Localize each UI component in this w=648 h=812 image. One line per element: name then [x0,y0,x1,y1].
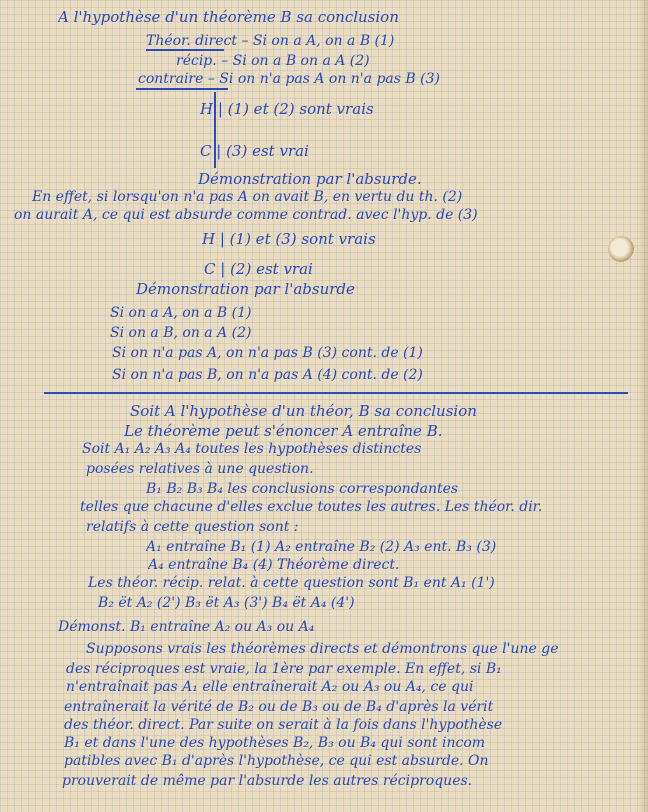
text-line: des théor. direct. Par suite on serait à la fois dans l'hypothèse [64,717,503,733]
text-line: Si on a B, on a A (2) [110,325,252,341]
text-line: B₁ B₂ B₃ B₄ les conclusions correspondantes [146,481,459,497]
text-line: Soit A l'hypothèse d'un théor, B sa conclusion [130,402,477,420]
text-line: telles que chacune d'elles exclue toutes les autres. Les théor. dir. [80,499,543,515]
text-line: Théor. direct – Si on a A, on a B (1) [146,33,395,49]
text-line: on aurait A, ce qui est absurde comme contrad. avec l'hyp. de (3) [14,207,478,223]
section-divider [44,392,628,394]
section-heading: Démonstration par l'absurde [136,280,355,298]
text-line: patibles avec B₁ d'après l'hypothèse, ce qui est absurde. On [64,753,489,769]
text-line: entraînerait la vérité de B₂ ou de B₃ ou de B₄ d'après la vérit [64,699,494,715]
text-line: H | (1) et (2) sont vrais [200,100,374,118]
text-line: B₁ et dans l'une des hypothèses B₂, B₃ ou B₄ qui sont incom [64,735,486,751]
text-line: Le théorème peut s'énoncer A entraîne B. [124,422,443,440]
text-line: H | (1) et (3) sont vrais [202,230,376,248]
underline [146,49,224,51]
text-line: C | (3) est vrai [200,142,309,160]
text-line: Soit A₁ A₂ A₃ A₄ toutes les hypothèses distinctes [82,441,422,457]
text-line: Supposons vrais les théorèmes directs et démontrons que l'une ge [86,641,559,657]
text-line: Les théor. récip. relat. à cette question sont B₁ ent A₁ (1') [88,575,495,591]
text-line: A₁ entraîne B₁ (1) A₂ entraîne B₂ (2) A₃ ent. B₃ (3) [146,539,497,555]
text-line: B₂ ët A₂ (2') B₃ ët A₃ (3') B₄ ët A₄ (4') [98,595,355,611]
underline [136,88,228,90]
text-line: Si on n'a pas A, on n'a pas B (3) cont. de (1) [112,345,423,361]
section-heading: Démonstration par l'absurde. [198,170,422,188]
text-line: n'entraînait pas A₁ elle entraînerait A₂ ou A₃ ou A₄, ce qui [66,679,474,695]
text-line: A l'hypothèse d'un théorème B sa conclusion [58,8,399,26]
paper-stain [608,236,634,262]
text-line: récip. – Si on a B on a A (2) [176,53,370,69]
text-line: contraire – Si on n'a pas A on n'a pas B (3) [138,71,440,87]
page-edge-shadow [638,0,648,812]
text-line: Démonst. B₁ entraîne A₂ ou A₃ ou A₄ [58,619,315,635]
text-line: Si on a A, on a B (1) [110,305,252,321]
text-line: prouverait de même par l'absurde les autres réciproques. [62,773,473,789]
text-line: Si on n'a pas B, on n'a pas A (4) cont. de (2) [112,367,423,383]
text-line: A₄ entraîne B₄ (4) Théorème direct. [148,557,400,573]
text-line: En effet, si lorsqu'on n'a pas A on avait B, en vertu du th. (2) [32,189,463,205]
text-line: posées relatives à une question. [86,461,314,477]
text-line: des réciproques est vraie, la 1ère par exemple. En effet, si B₁ [66,661,502,677]
text-line: relatifs à cette question sont : [86,519,299,535]
text-line: C | (2) est vrai [204,260,313,278]
